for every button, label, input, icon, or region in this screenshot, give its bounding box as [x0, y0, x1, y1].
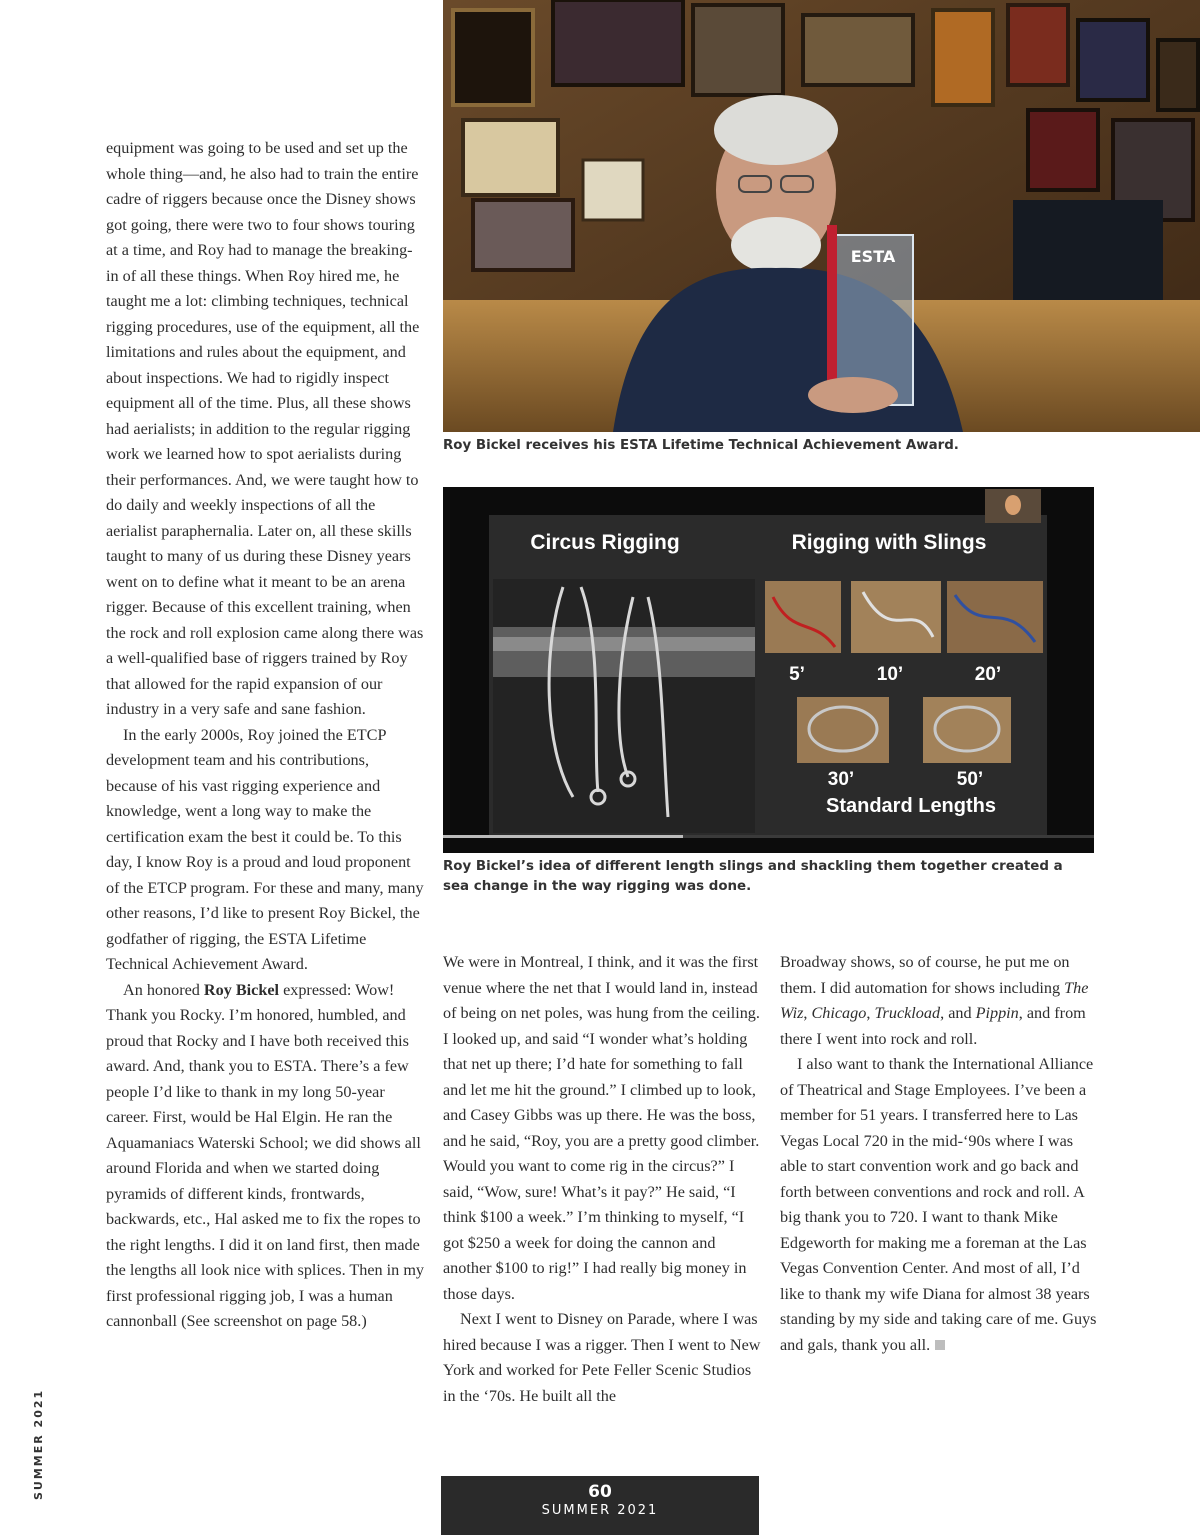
award-label: ESTA	[850, 247, 896, 266]
award-photo-caption: Roy Bickel receives his ESTA Lifetime Technical Achievement Award.	[443, 438, 959, 453]
video-progress-fill	[443, 835, 683, 838]
end-of-article-mark	[935, 1340, 945, 1350]
show-title: The Wiz	[780, 978, 1089, 1022]
slide-photo-caption: Roy Bickel’s idea of different length slings and shackling them together created a sea change in the way rigging was done.	[443, 859, 1063, 894]
paragraph-text: An honored	[123, 980, 204, 999]
rigging-slide-illustration	[443, 487, 1094, 853]
paragraph-text: Next I went to Disney on Parade, where I was hired because I was a rigger. Then I went to New York and worked for Pete Feller Scenic Studios in the ‘70s. He built all the	[443, 1310, 761, 1405]
slide-title-slings: Rigging with Slings	[791, 531, 987, 554]
sling-length-5: 5’	[789, 664, 805, 685]
paragraph: We were in Montreal, I think, and it was the first venue where the net that I would land in, instead of being on net poles, was hung from the ceiling. I looked up, and said “I wonder what’s holding that net up there; I’d hate for something to fall and let me hit the ground.” I climbed up to look, and Casey Gibbs was up there. He was the boss, and he said, “Roy, you are a pretty good climber. Would you want to come rig in the circus?” I said, “Wow, sure! What’s it pay?” He said, “I think $100 a week.” I’m thinking to myself, “I got $250 a week for doing the cannon and another $100 to rig!” I had really big money in those days.	[443, 953, 760, 1303]
separator: ,	[803, 1004, 812, 1022]
award-photo	[443, 0, 1200, 432]
paragraph	[443, 1307, 761, 1409]
sling-length-50: 50’	[956, 769, 984, 790]
speaker-name: Roy Bickel	[203, 980, 280, 999]
paragraph	[780, 950, 1098, 1052]
paragraph-text: In the early 2000s, Roy joined the ETCP development team and his contributions, because of his vast rigging experience and knowledge, went a long way to make the certification exam the best it could be. To this day, I know Roy is a proud and loud proponent of the ETCP program. For these and many, many other reasons, I’d like to present Roy Bickel, the godfather of rigging, the ESTA Lifetime Technical Achievement Award.	[106, 725, 424, 973]
sling-length-10: 10’	[876, 664, 904, 685]
paragraph	[106, 723, 424, 978]
article-column-1	[106, 136, 424, 1335]
show-title: Chicago	[811, 1004, 867, 1022]
paragraph-text: , and from there I went into rock and roll.	[780, 1004, 1086, 1048]
sling-length-30: 30’	[827, 769, 855, 790]
separator: ,	[866, 1004, 875, 1022]
article-column-2	[443, 950, 761, 1409]
side-issue-label: SUMMER 2021	[32, 1388, 45, 1500]
separator: , and	[940, 1004, 976, 1022]
show-title: Truckload	[874, 1004, 941, 1022]
sling-length-20: 20’	[974, 664, 1002, 685]
paragraph-text: Broadway shows, so of course, he put me on them. I did automation for shows including	[780, 953, 1070, 997]
page-number: 60	[588, 1482, 612, 1502]
standard-lengths-label: Standard Lengths	[825, 795, 997, 817]
article-column-3	[780, 950, 1098, 1358]
award-photo-illustration	[443, 0, 1200, 432]
issue-label: SUMMER 2021	[541, 1503, 659, 1518]
rigging-slide-photo	[443, 487, 1094, 853]
paragraph	[106, 978, 424, 1335]
paragraph: equipment was going to be used and set up the whole thing—and, he also had to train the entire cadre of riggers because once the Disney shows got going, there were two to four shows touring at a time, and Roy had to manage the breaking-in of all these things. When Roy hired me, he taught me a lot: climbing techniques, technical rigging procedures, use of the equipment, all the limitations and rules about the equipment, and about inspections. We had to rigidly inspect equipment all of the time. Plus, all these shows had aerialists; in addition to the regular rigging work we learned how to spot aerialists during their performances. And, we were taught how to do daily and weekly inspections of all the aerialist paraphernalia. Later on, all these skills taught to many of us during these Disney years went on to define what it meant to be an arena rigger. Because of this excellent training, when the rock and roll explosion came along there was a well-qualified base of riggers trained by Roy that allowed for the rapid expansion of our industry in a very safe and sane fashion.	[106, 139, 424, 718]
page-footer	[441, 1476, 759, 1535]
slide-title-circus: Circus Rigging	[530, 531, 680, 554]
paragraph-text: I also want to thank the International Alliance of Theatrical and Stage Employees. I’ve been a member for 51 years. I transferred here to Las Vegas Local 720 in the mid-‘90s where I was able to start convention work and go back and forth between conventions and rock and roll. A big thank you to 720. I want to thank Mike Edgeworth for making me a foreman at the Las Vegas Convention Center. And most of all, I’d like to thank my wife Diana for almost 38 years standing by my side and taking care of me. Guys and gals, thank you all.	[780, 1055, 1097, 1354]
paragraph	[780, 1052, 1098, 1358]
show-title: Pippin	[975, 1004, 1019, 1022]
paragraph-text: expressed: Wow! Thank you Rocky. I’m honored, humbled, and proud that Rocky and I have both received this award. And, thank you to ESTA. There’s a few people I’d like to thank in my long 50-year career. First, would be Hal Elgin. He ran the Aquamaniacs Waterski School; we did shows all around Florida and when we started doing pyramids of different kinds, frontwards, backwards, etc., Hal asked me to fix the ropes to the right lengths. I did it on land first, then made the lengths all look nice with splices. Then in my first professional rigging job, I was a human cannonball (See screenshot on page 58.)	[106, 980, 425, 1330]
